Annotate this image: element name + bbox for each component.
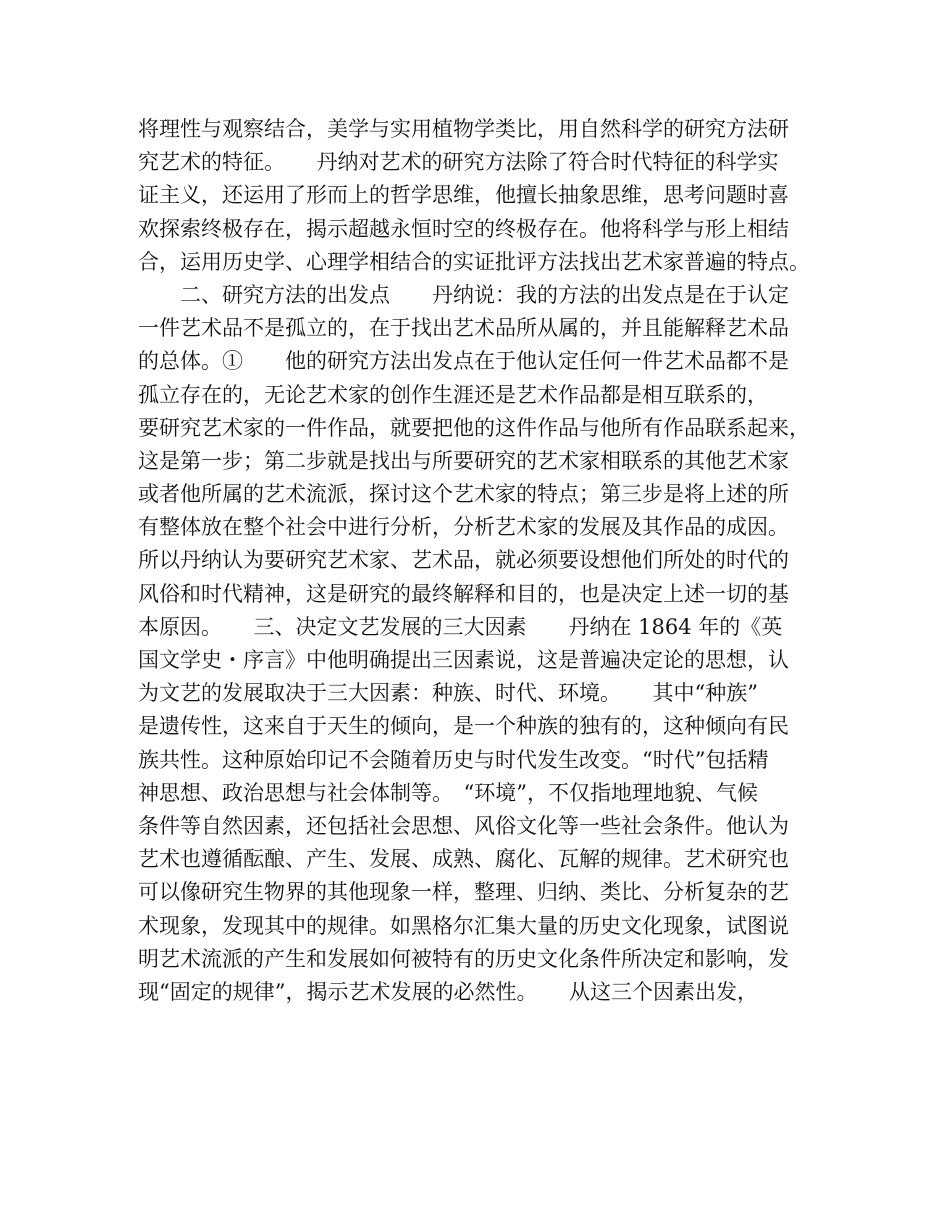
text-line: 是遗传性，这来自于天生的倾向，是一个种族的独有的，这种倾向有民 [138,714,789,739]
text-line: 的总体。① 他的研究方法出发点在于他认定任何一件艺术品都不是 [138,349,789,374]
text-line: 证主义，还运用了形而上的哲学思维，他擅长抽象思维，思考问题时喜 [138,183,789,208]
text-line: 孤立存在的，无论艺术家的创作生涯还是艺术作品都是相互联系的， [138,382,768,407]
text-line: 一件艺术品不是孤立的，在于找出艺术品所从属的，并且能解释艺术品 [138,316,789,341]
text-line: 将理性与观察结合，美学与实用植物学类比，用自然科学的研究方法研 [138,117,789,141]
text-line: 有整体放在整个社会中进行分析，分析艺术家的发展及其作品的成因。 [138,515,789,540]
text-line: 明艺术流派的产生和发展如何被特有的历史文化条件所决定和影响，发 [138,946,789,971]
text-line: 合，运用历史学、心理学相结合的实证批评方法找出艺术家普遍的特点。 [138,249,810,274]
text-line: 究艺术的特征。 丹纳对艺术的研究方法除了符合时代特征的科学实 [138,150,779,175]
text-line: 风俗和时代精神，这是研究的最终解释和目的，也是决定上述一切的基 [138,581,789,606]
text-line: 所以丹纳认为要研究艺术家、艺术品，就必须要设想他们所处的时代的 [138,548,789,573]
text-line: 这是第一步；第二步就是找出与所要研究的艺术家相联系的其他艺术家 [138,448,789,473]
body-paragraph [138,113,828,1009]
section-heading-line: 二、研究方法的出发点 丹纳说：我的方法的出发点是在于认定 [180,282,789,307]
text-line: 术现象，发现其中的规律。如黑格尔汇集大量的历史文化现象，试图说 [138,913,789,938]
text-line: 国文学史・序言》中他明确提出三因素说，这是普遍决定论的思想，认 [138,648,789,672]
text-line: 为文艺的发展取决于三大因素：种族、时代、环境。 其中“种族” [138,681,758,706]
text-line: 条件等自然因素，还包括社会思想、风俗文化等一些社会条件。他认为 [138,813,789,838]
text-line: 欢探索终极存在，揭示超越永恒时空的终极存在。他将科学与形上相结 [138,216,789,241]
text-line: 现“固定的规律”，揭示艺术发展的必然性。 从这三个因素出发， [138,979,758,1004]
text-line: 可以像研究生物界的其他现象一样，整理、归纳、类比、分析复杂的艺 [138,880,789,905]
text-line: 本原因。 三、决定文艺发展的三大因素 丹纳在 1864 年的《英 [138,614,783,639]
text-line: 或者他所属的艺术流派，探讨这个艺术家的特点；第三步是将上述的所 [138,482,789,507]
text-line: 要研究艺术家的一件作品，就要把他的这件作品与他所有作品联系起来， [138,415,810,440]
text-line: 神思想、政治思想与社会体制等。 “环境”，不仅指地理地貌、气候 [138,780,758,805]
text-line: 族共性。这种原始印记不会随着历史与时代发生改变。“时代”包括精 [138,747,769,772]
text-line: 艺术也遵循酝酿、产生、发展、成熟、腐化、瓦解的规律。艺术研究也 [138,847,789,872]
